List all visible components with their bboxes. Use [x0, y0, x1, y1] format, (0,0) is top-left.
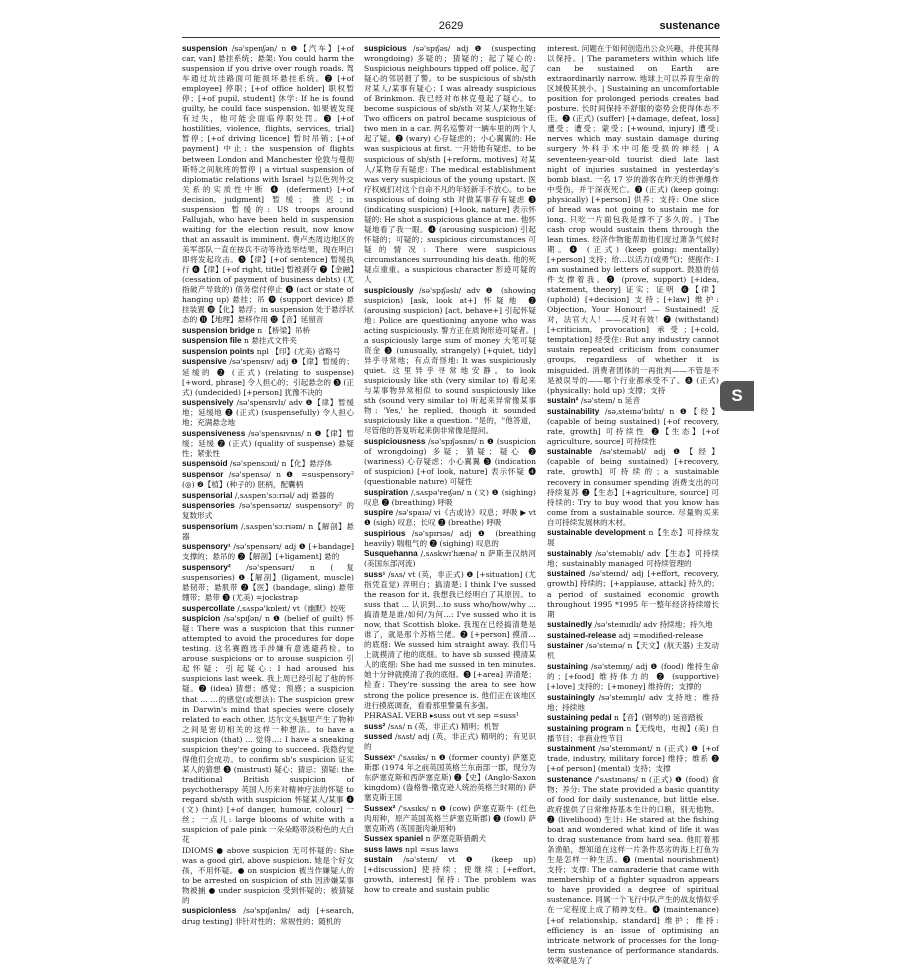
entry-headword: sustainingly: [547, 692, 595, 702]
dictionary-entry: [547, 528, 719, 548]
entry-definition: PHRASAL VERB ▸suss out vt sep =suss¹: [364, 711, 519, 721]
dictionary-entry: [182, 563, 354, 603]
dictionary-entry: [364, 855, 536, 895]
entry-definition: /,sʌspə'reɪʃən/ n (文) ❶ (sighing) 叹息 ❷ (breathing) 呼吸: [364, 487, 536, 507]
dictionary-entry: [182, 347, 354, 357]
dictionary-entry: [547, 724, 719, 744]
entry-headword: suspiciousness: [364, 436, 426, 446]
entry-definition: /sə'spaɪə/ vi《古或诗》叹息；呼吸 ▶ vt ❶ (sigh) 叹息；长叹 ❷ (breathe) 呼吸: [364, 508, 536, 528]
entry-definition: /sə'spensɪvlɪ/ adv ❶【律】暂缓地；延缓地 ❷ (正式) (suspensefully) 令人担心地；充满悬念地: [182, 398, 354, 428]
entry-definition: n【音】(钢琴的) 延音踏板: [611, 713, 704, 723]
entry-definition: /sə'spɪʃəsnɪs/ n ❶ (suspicion of wrongdoing) 多疑；猜疑；疑心 ❷ (wariness) 心存疑虑；小心翼翼 ❸ (indication of suspicion) [+of look, nature] 表示怀疑 ❹ (questionable nature) 可疑性: [364, 436, 536, 487]
dictionary-entry: [547, 569, 719, 619]
column-left: [182, 44, 354, 926]
entry-headword: suss laws: [364, 844, 403, 854]
entry-headword: sustainable: [547, 447, 593, 457]
dictionary-entry: [547, 549, 719, 569]
dictionary-entry: [364, 834, 536, 844]
entry-headword: sussed: [364, 732, 393, 742]
entry-headword: Sussex¹: [364, 752, 396, 762]
entry-definition: /sə'spensərɪz/ suspensory² 的复数形式: [182, 501, 354, 521]
entry-definition: /,sʌskwɪ'hænə/ n 萨斯奎汉纳河 (美国东部河流): [364, 549, 536, 569]
header-rule: [182, 37, 720, 38]
entry-headword: sustainment: [547, 744, 596, 754]
entry-definition: /sə'steɪn/ n 延音: [578, 396, 641, 406]
dictionary-entry: [182, 44, 354, 325]
entry-definition: /sə'steɪnmənt/ n (正式) ❶ [+of trade, industry, military force] 维持；维系 ❷ [+of person] (mental) 支持；支撑: [547, 744, 719, 774]
entry-headword: sustainability: [547, 406, 600, 416]
dictionary-entry: [364, 529, 536, 549]
dictionary-entry: [182, 398, 354, 428]
thumb-index-tab[interactable]: S: [720, 381, 754, 411]
entry-definition: /sə,steɪnə'bɪlɪtɪ/ n ❶【经】(capable of being sustained) [+of recovery, rate, growth] 可持续性 ❷【生态】[+of agriculture, source] 可持续性: [547, 406, 719, 446]
entry-headword: suspensory²: [182, 562, 231, 572]
entry-headword: sustaining: [547, 661, 588, 671]
dictionary-entry: [182, 470, 354, 490]
entry-definition: /sə'spɪʃəslɪ/ adv ❶ (showing suspicion) [ask, look at+] 怀疑地 ❷ (arousing suspicion) [act, behave+] 引起怀疑地: Police are questioning anyone who was acting suspiciously. 警方正在质询形迹可疑者。| a suspiciously large sum of money 大笔可疑资金 ❸ (unusually, strangely) [+quiet, tidy] 异乎寻常地；有点奇怪地: It was suspiciously quiet. 这里异乎寻常地安静。to look suspiciously like sth (very similar to) 看起来与某事物异常相似 to sound suspiciously like sth (sound very similar to) 听起来异常像某事物: 'Yes,' he replied, though it sounded suspiciously like a question. "是的，"他答道，尽管他的答复听起来倒非常像是提问。: [364, 285, 536, 436]
entry-headword: sustain: [364, 855, 393, 865]
dictionary-entry: [364, 549, 536, 569]
entry-headword: sustaining pedal: [547, 713, 612, 723]
entry-definition: /sʌs/ vt (英，非正式) ❶ [+situation] (尤指凭直觉) 弄明白；搞清楚: I think I've sussed the reason for it. 我想我已经明白了其原因。to suss that ... 认识到…to suss who/how/why ... 搞清楚是谁/如何/为何…: I've sussed who it is now, that Scottish bloke. 我现在已经搞清楚是谁了，就是那个苏格兰佬。❷ [+person] 摸清…的底细: We sussed him straight away. 我们马上就摸清了他的底细。to have sb sussed 摸清某人的底细: She had me sussed in ten minutes. 她十分钟就摸清了我的底细。❸ [+area] 弄清楚；检查: They're sussing the area to see how strong the police presence is. 他们正在该地区进行摸底调查，看看那里警量有多强。: [364, 569, 536, 710]
entry-headword: suspiration: [364, 487, 409, 497]
dictionary-entry: [182, 357, 354, 397]
entry-headword: suspicionless: [182, 906, 237, 916]
dictionary-entry: [547, 693, 719, 713]
entry-headword: sustenance: [547, 774, 593, 784]
column-middle: [364, 44, 536, 895]
entry-headword: sustained-release: [547, 630, 617, 640]
entry-definition: /sʌs/ n (英，非正式) 精明；机智: [385, 721, 499, 731]
entry-headword: Sussex spaniel: [364, 834, 424, 844]
entry-definition: /,sʌspen'sɔːrɪəl/ adj 悬器的: [232, 490, 334, 500]
dictionary-entry: [182, 604, 354, 614]
dictionary-entry: [547, 44, 719, 396]
entry-headword: suspension file: [182, 336, 242, 346]
dictionary-entry: [182, 614, 354, 845]
entry-definition: /sə'steɪnɪŋlɪ/ adv 支持地；维持地；持续地: [547, 692, 719, 712]
dictionary-entry: [364, 722, 536, 732]
entry-definition: /sə'spensɔɪd/ n【化】悬浮体: [227, 459, 332, 469]
dictionary-entry: [547, 641, 719, 661]
page-header: [182, 20, 720, 38]
entry-definition: interest. 问题在于如何创造出公众兴趣，并使其得以保持。| The parameters within which life can be sustained on Earth are extraordinarily narrow. 地球上可以养育生命的区域极其狭小。| Sustaining an uncomfortable position for prolonged periods creates bad posture. 长时间保持不舒服的姿势会使得体态不佳。❷ (正式) (suffer) [+damage, defeat, loss] 遭受；遭受；蒙受；[+wound, injury] 遭受: nerves which may sustain damage during surgery 外科手术中可能受损的神经 | A seventeen-year-old tourist died late last night of injuries sustained in yesterday's bomb blast. 一名 17 岁的游客在昨天的炸弹爆炸中受伤，并于深夜死亡。❸ (正式) (keep going: physically) [+person] 供养；支持: One slice of bread was not going to sustain me for long. 只吃一片面包我是撑不了多久的。| The cash crop would sustain them through the lean times. 经济作物能帮助他们度过萧条气候时期。❹ (正式) (keep going: mentally) [+person] 支持；给…以活力(或勇气)；使振作: I am sustained by letters of support. 鼓励的信件支撑着我。❺ (prove, support) [+idea, statement, theory] 证实；证明 ❻【律】(uphold) [+decision] 支持；[+law] 维护: Objection, Your Honour! — Sustained! 反对，法官大人！——反对有效！❼ (withstand) [+criticism, provocation] 承受；[+cold, temptation] 经受住: But any industry cannot sustain repeated criticism from consumer groups, regardless of whether it is misguided. 消费者团体的一再批判——不管是不是被误导的——哪个行业都承受不了。❽ (正式) (physically: hold up) 支撑；支持: [547, 44, 719, 395]
dictionary-entry: [364, 286, 536, 437]
entry-definition: /sə'spensərɪ/ n (复 suspensories) ❶【解剖】(ligament, muscle) 悬韧带；悬肌带 ❷【医】(bandage, sling) 悬带绷带；悬带 ❸ (尤美) =jockstrap: [182, 562, 354, 603]
entry-headword: suspension points: [182, 346, 255, 356]
entry-headword: suspensiveness: [182, 428, 246, 438]
entry-headword: suspensively: [182, 398, 234, 408]
entry-definition: /'sʌstɪnəns/ n (正式) ❶ (food) 食物；养分: The state provided a basic quantity of food for daily sustenance, but little else. 政府提供了日常维持基本生计的口粮，别无他物。❷ (livelihood) 生计: He stared at the fishing boat and wondered what kind of life it was to drag sustenance from hard sea. 他盯着那条渔船，想知道在这样一片条件恶劣的海上打鱼为生是怎样一种生活。❸ (mental nourishment) 支持；支撑: The camaraderie that came with membership of a fighter squadron appears to have provided a degree of spiritual sustenance. 同属一个飞行中队产生的战友情似乎在一定程度上成了精神支柱。❹ (maintenance) [+of relationship, standard] 维护；维持: efficiency is an issue of optimising an intricate network of processes for the long-term sustenance of performance standards. 效率就是为了: [547, 774, 719, 965]
entry-headword: suspicious: [364, 44, 407, 53]
dictionary-entry: [547, 407, 719, 447]
dictionary-entry: [182, 906, 354, 926]
entry-headword: suspensory¹: [182, 542, 231, 552]
entry-definition: /sə'spɪʃəs/ adj ❶ (suspecting wrongdoing) 多疑的；猜疑的；起了疑心的: Suspicious neighbours tipped off police. 起了疑心的邻居报了警。to be suspicious of sb/sth 对某人/某事有疑心；I was already suspicious of Brinkmon. 我已经对布林克曼起了疑心。to become suspicious of sb/sth 对某人/某物生疑: Two officers on patrol became suspicious of two men in a car. 两名巡警对一辆车里的两个人起了疑。❷ (wary) 心存疑虑的；小心翼翼的: He was suspicious at first. 一开始他有疑虑。to be suspicious of sb/sth [+reform, motives] 对某人/某物存有疑虑: The medical establishment was very suspicious of the young upstart. 医疗权威们对这个自命不凡的年轻新手不放心。to be suspicious of doing sth 对做某事存有疑虑 ❸ (indicating suspicion) [+look, nature] 表示怀疑的: He shot a suspicious glance at me. 他怀疑地看了我一眼。❹ (arousing suspicion) 引起怀疑的；可疑的；suspicious circumstances 可疑的情况: There were suspicious circumstances surrounding his death. 他的死疑点重重。a suspicious character 形迹可疑的人: [364, 44, 536, 285]
entry-headword: suspensorium: [182, 521, 238, 531]
entry-definition: IDIOMS ● above suspicion 无可怀疑的: She was a good girl, above suspicion. 她是个好女孩，不用怀疑。● on suspicion 被当作嫌疑人的 to be arrested on suspicion of sth 因涉嫌某事物被捕 ● under suspicion 受到怀疑的；被猜疑的: [182, 845, 354, 905]
dictionary-entry: [182, 429, 354, 459]
entry-headword: suspiciously: [364, 285, 414, 295]
dictionary-entry: [364, 437, 536, 487]
entry-headword: sustainedly: [547, 620, 593, 630]
dictionary-entry: [182, 459, 354, 469]
entry-definition: n 悬挂式文件夹: [241, 336, 297, 346]
dictionary-entry: [182, 542, 354, 562]
entry-headword: suspensive: [182, 357, 227, 367]
entry-definition: /sə'spɪrɪəs/ adj ❶ (breathing heavily) 喘粗气的 ❷ (sighing) 叹息的: [364, 528, 536, 548]
entry-definition: /sə'spɪʃən/ n ❶ (belief of guilt) 怀疑: There was a suspicion that this runner attempted to avoid the procedures for dope testing. 这名赛跑选手涉嫌有意逃避药检。to arouse suspicions or to arouse suspicion 引起怀疑；引起疑心: I had aroused his suspicions last week. 我上周已经引起了他的怀疑。❷ (idea) 猜想；感觉；预感；a suspicion that ... …的感觉(或想法): The suspicion grew in Darwin's mind that species were closely related to each other. 达尔文头脑里产生了物种之间是密切相关的这样一种想法。to have a suspicion (that) ... 觉得…: I have a sneaking suspicion they're going to succeed. 我隐约觉得他们会成功。to confirm sb's suspicion 证实某人的猜想 ❸ (mistrust) 疑心；猜忌；猜疑: the traditional British suspicion of psychotherapy 英国人历来对精神疗法的怀疑 to regard sb/sth with suspicion 怀疑某人/某事 ❹ (文) (hint) [+of danger, humour, colour] 一丝；一点儿: large blooms of white with a suspicion of pale pink 一朵朵略带淡粉色的大白花: [182, 614, 354, 845]
entry-definition: /sə'steɪnd/ adj [+effort, recovery, growth] 持续的；[+applause, attack] 持久的；a period of sustained economic growth throughout 1995 *1995 年一整年经济持续增长期: [547, 569, 719, 619]
entry-definition: adj =modified-release: [616, 630, 704, 640]
dictionary-entry: [547, 447, 719, 527]
entry-headword: Susquehanna: [364, 549, 418, 559]
entry-headword: sustainably: [547, 548, 593, 558]
entry-headword: sustainable development: [547, 528, 646, 538]
guide-word: sustenance: [659, 20, 720, 32]
entry-definition: npl 【印】(尤美) 省略号: [254, 346, 341, 356]
entry-headword: suss¹: [364, 569, 386, 579]
entry-definition: /'sʌsɪks/ n ❶ (cow) 萨塞克斯牛 (红色肉用种，原产英国英格兰萨塞克斯郡) ❷ (fowl) 萨塞克斯鸡 (英国蛋肉兼用种): [364, 803, 536, 833]
dictionary-entry: [364, 732, 536, 752]
entry-definition: n 【桥梁】吊桥: [254, 325, 311, 335]
entry-definition: /,sʌspen'sɔːrɪəm/ n【解剖】悬器: [182, 521, 354, 541]
entry-definition: /sə'steɪnəblɪ/ adv【生态】可持续地；sustainably managed 可持续管理的: [547, 548, 719, 568]
entry-headword: Sussex²: [364, 803, 396, 813]
dictionary-entry: [364, 508, 536, 528]
entry-headword: suspensoid: [182, 459, 228, 469]
entry-definition: n 萨塞克斯猎鹬犬: [423, 834, 487, 844]
entry-headword: sustained: [547, 569, 586, 579]
entry-headword: sustainer: [547, 641, 584, 651]
dictionary-entry: [364, 570, 536, 711]
entry-definition: /sə'steɪnɪŋ/ adj ❶ (food) 维持生命的；[+food] 维持体力的 ❷ (supportive) [+love] 支持的；[+money] 维持的；支撑的: [547, 661, 719, 691]
entry-definition: /'sʌsɪks/ n ❶ (former county) 萨塞克斯郡 (1974 年之前英国英格兰东南部一郡，现分为东萨塞克斯和西萨塞克斯) ❷【史】(Anglo-Saxon kingdom) (盎格鲁-撒克逊人统治英格兰时期的) 萨塞克斯王国: [364, 752, 536, 802]
entry-headword: sustain²: [547, 396, 579, 406]
dictionary-entry: [364, 804, 536, 834]
entry-definition: npl =sus laws: [402, 844, 459, 854]
column-right: [547, 44, 719, 965]
entry-headword: sustaining program: [547, 723, 624, 733]
dictionary-entry: [364, 44, 536, 285]
entry-definition: /sə'spensɪv/ adj ❶【律】暂缓的；延缓的 ❷ (正式) (relating to suspense) [+word, phrase] 令人担心的；引起悬念的 ❸ (正式) (undecided) [+person] 犹豫不决的: [182, 357, 354, 397]
entry-headword: suss²: [364, 721, 386, 731]
entry-definition: /sə'spɪʃənlɪs/ adj [+search, drug testing] 非针对性的；常规性的；随机的: [182, 906, 354, 926]
entry-definition: /sʌst/ adj (英，非正式) 精明的；有见识的: [364, 732, 536, 752]
dictionary-entry: [182, 326, 354, 336]
entry-headword: suspirious: [364, 528, 406, 538]
entry-headword: suspire: [364, 508, 394, 518]
page-number: 2629: [438, 20, 464, 32]
entry-headword: suspicion: [182, 614, 221, 624]
dictionary-entry: [547, 396, 719, 406]
entry-definition: n【无线电，电视】(美) 自播节目；非商业性节目: [547, 723, 719, 743]
dictionary-entry: [182, 501, 354, 521]
dictionary-entry: [364, 488, 536, 508]
dictionary-entry: [364, 753, 536, 803]
entry-headword: suspensorial: [182, 490, 233, 500]
entry-definition: /,sʌspə'kɒleɪt/ vt《幽默》绞死: [234, 603, 346, 613]
entry-definition: /sə'steɪn/ vt ❶ (keep up) [+discussion] 使持续；使继续；[+effort, growth, interest] 保持: The problem was how to create and sustain public: [364, 855, 536, 895]
entry-definition: /sə'spenʃən/ n ❶【汽车】[+of car, van] 悬挂系统；悬架: You could harm the suspension if you drive over rough roads. 驾车通过坑洼路面可能损坏悬挂系统。❷ [+of employee] 停职；[+of office holder] 职权暂停；[+of pupil, student] 休学: If he is found guilty, he could face suspension. 如果被发现有过失，他可能会面临停职处罚。❸ [+of hostilities, violence, flights, services, trial] 暂停；[+of driving licence] 暂时吊销；[+of payment] 中止: the suspension of flights between London and Manchester 伦敦与曼彻斯特之间航班的暂停 | a virtual suspension of diplomatic relations with Israel 与以色列外交关系的实质性中断 ❹ (deferment) [+of decision, judgment] 暂缓；推迟；in suspension 暂缓的: US troops around Fallujah, who have been held in suspension waiting for the election result, now know that an assault is imminent. 费卢杰周边地区的美军部队一直在按兵不动等待选举结果，现在明白即将发起攻击。❺【律】[+of sentence] 暂缓执行 ❻【律】[+of right, title] 暂被剥夺 ❼【金融】(cessation of payment of business debts) (尤指破产导致的) 债务偿付停止 ❽ (act or state of hanging up) 悬挂；吊 ❾ (support device) 悬挂装置 ❿【化】悬浮；in suspension 处于悬浮状态的 ⓫【地理】悬移作用 ⓬【音】延留音: [182, 44, 354, 325]
dictionary-entry: [547, 713, 719, 723]
dictionary-entry: [547, 744, 719, 774]
dictionary-entry: [547, 631, 719, 641]
entry-headword: suspensories: [182, 501, 235, 511]
entry-definition: n【生态】可持续发展: [547, 528, 719, 548]
dictionary-entry: [182, 846, 354, 906]
entry-headword: suspension bridge: [182, 325, 255, 335]
entry-headword: suspensor: [182, 469, 224, 479]
entry-definition: /sə'steɪnəbl/ adj ❶【经】(capable of being sustained) [+recovery, rate, growth] 可持续的；a sustainable recovery in consumer spending 消费支出的可持续复苏 ❷【生态】[+agriculture, source] 可持续的: Try to buy wood that you know has come from a sustainable source. 尽量购买来自可持续发展林的木材。: [547, 447, 719, 527]
dictionary-entry: [364, 711, 536, 721]
entry-headword: suspercollate: [182, 603, 235, 613]
dictionary-entry: [547, 775, 719, 966]
dictionary-entry: [182, 522, 354, 542]
entry-definition: /sə'steɪnɪdlɪ/ adv 持续地；持久地: [592, 620, 713, 630]
entry-definition: /sə'steɪnə/ n【天文】(航天器) 主发动机: [547, 641, 719, 661]
entry-definition: /sə'spensɪvnɪs/ n ❶【律】暂缓；延缓 ❷ (正式) (quality of suspense) 悬疑性；紧张性: [182, 428, 354, 458]
dictionary-entry: [547, 620, 719, 630]
entry-headword: suspension: [182, 44, 228, 53]
dictionary-entry: [182, 336, 354, 346]
dictionary-entry: [547, 662, 719, 692]
entry-definition: /sə'spensərɪ/ adj ❶ [+bandage] 支撑的；悬吊的 ❷【解剖】[+ligament] 悬的: [182, 542, 354, 562]
dictionary-entry: [364, 845, 536, 855]
dictionary-entry: [182, 491, 354, 501]
entry-definition: /sə'spensə/ n ❶ =suspensory² (◎) ❷【植】(种子的) 胚柄，配囊柄: [182, 469, 354, 490]
